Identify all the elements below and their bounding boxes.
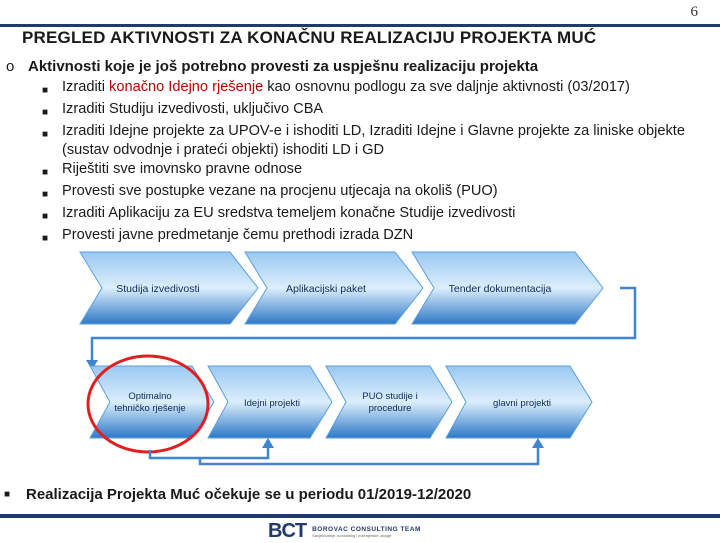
list-item: ■ Izraditi Studiju izvedivosti, uključivo CBA — [42, 100, 702, 122]
highlighted-text: konačno Idejno rješenje — [109, 79, 264, 95]
square-bullet-icon: ■ — [42, 85, 49, 96]
chevron-puo — [326, 366, 452, 438]
square-bullet-icon: ■ — [42, 167, 49, 178]
bottom-label-1: Idejni projekti — [244, 398, 300, 409]
list-item: ■ Izraditi Idejne projekte za UPOV-e i ishoditi LD, Izraditi Idejne i Glavne projekte za liniske objekte (sustav odvodnje i prateći objekti) ishoditi LD i GD — [42, 123, 685, 158]
square-bullet-icon: ■ — [42, 211, 49, 222]
square-bullet-icon: ■ — [4, 489, 11, 500]
page-number: 6 — [690, 4, 698, 20]
list-item: ■ Izraditi Aplikaciju za EU sredstva temeljem konačne Studije izvedivosti — [42, 204, 702, 226]
bottom-label-3: glavni projekti — [492, 398, 552, 409]
logo-mark: BCT — [268, 520, 307, 542]
logo-subtitle: Savjetovanje, konzalting i inženjerske usluge — [312, 532, 392, 538]
top-label-2: Tender dokumentacija — [448, 283, 552, 295]
square-bullet-icon: ■ — [42, 233, 49, 244]
return-arrowhead-2 — [532, 438, 544, 448]
top-label-0: Studija izvedivosti — [116, 283, 200, 295]
top-label-1: Aplikacijski paket — [286, 283, 366, 295]
bottom-bullet-text: Realizacija Projekta Muć očekuje se u periodu 01/2019-12/2020 — [26, 486, 472, 503]
bottom-label-2-line2: procedure — [368, 403, 412, 414]
activity-list — [42, 78, 702, 244]
title-divider — [0, 24, 720, 27]
list-item: ■ Provesti sve postupke vezane na procjenu utjecaja na okoliš (PUO) — [42, 182, 702, 204]
circle-bullet-icon: o — [6, 58, 15, 75]
return-arrow-1 — [150, 446, 268, 458]
footer-divider — [0, 514, 720, 518]
return-arrowhead-1 — [262, 438, 274, 448]
bottom-label-0-line2: tehničko rješenje — [114, 403, 186, 414]
company-logo — [268, 520, 421, 543]
list-item-partial: ■ Provesti javne predmetanje čemu prethodi izrada DZN — [42, 227, 414, 244]
square-bullet-icon: ■ — [42, 107, 49, 118]
process-diagram — [80, 244, 700, 466]
bottom-label-2-line1: PUO studije i — [362, 391, 418, 402]
square-bullet-icon: ■ — [42, 189, 49, 200]
list-item: ■ Izraditi konačno Idejno rješenje kao osnovnu podlogu za sve daljnje aktivnosti (03/2017) — [42, 78, 702, 100]
bottom-bullet — [4, 486, 471, 503]
logo-name: BOROVAC CONSULTING TEAM — [312, 525, 421, 533]
chevron-optimalno — [90, 366, 214, 438]
square-bullet-icon: ■ — [42, 129, 49, 140]
return-arrow-2 — [200, 446, 538, 464]
main-bullet-text: Aktivnosti koje je još potrebno provesti za uspješnu realizaciju projekta — [28, 58, 539, 75]
main-bullet — [6, 58, 538, 75]
list-item: ■ Riještiti sve imovnsko pravne odnose — [42, 160, 702, 182]
bottom-label-0-line1: Optimalno — [128, 391, 172, 402]
slide-title: PREGLED AKTIVNOSTI ZA KONAČNU REALIZACIJU PROJEKTA MUĆ — [22, 28, 597, 47]
